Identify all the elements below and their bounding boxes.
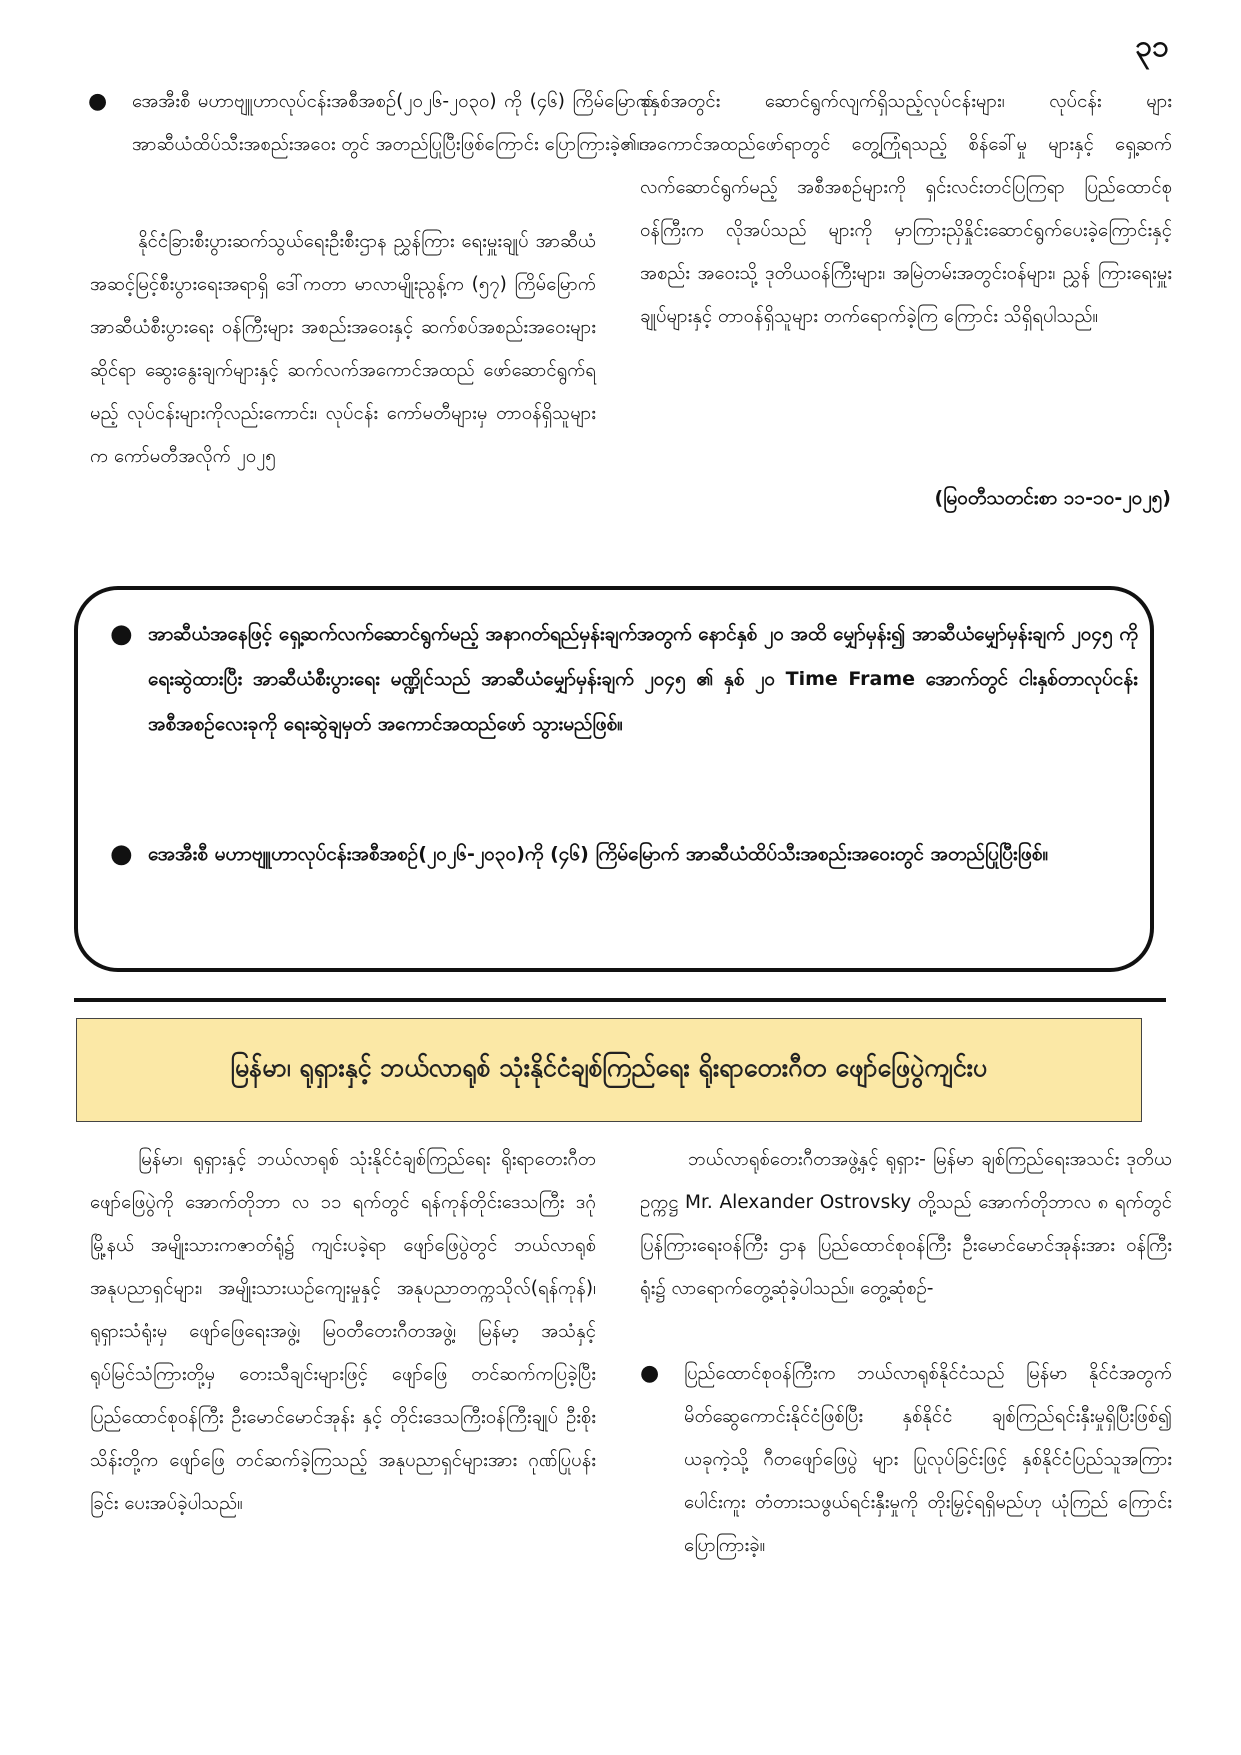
- top-left-bullet-text: အေအီးစီ မဟာဗျူဟာလုပ်ငန်းအစီအစဉ်(၂၀၂၆-၂၀၃၀) ကို (၄၆) ကြိမ်မြောက် အာဆီယံထိပ်သီးအစည်းအဝေး တွင် အတည်ပြုပြီးဖြစ်ကြောင်း ပြောကြားခဲ့၏။: [132, 91, 654, 155]
- highlight-box: [74, 586, 1154, 972]
- bullet-icon: ●: [110, 839, 133, 869]
- bottom-right-paragraph: ဘယ်လာရုစ်တေးဂီတအဖွဲ့နှင့် ရုရှား- မြန်မာ ချစ်ကြည်ရေးအသင်း ဒုတိယဥက္ကဋ္ဌ Mr. Alexander Ostrovsky တို့သည် အောက်တိုဘာလ ၈ ရက်တွင် ပြန်ကြားရေးဝန်ကြီး ဌာန ပြည်ထောင်စုဝန်ကြီး ဦးမောင်မောင်အုန်းအား ဝန်ကြီး ရုံး၌ လာရောက်တွေ့ဆုံခဲ့ပါသည်။ တွေ့ဆုံစဉ်-: [640, 1149, 1172, 1299]
- article-headline: မြန်မာ၊ ရုရှားနှင့် ဘယ်လာရုစ် သုံးနိုင်ငံချစ်ကြည်ရေး ရိုးရာတေးဂီတ ဖျော်ဖြေပွဲကျင်းပ: [230, 1052, 988, 1082]
- article-headline-box: [76, 1018, 1142, 1122]
- highlight-bullet-2-text: အေအီးစီ မဟာဗျူဟာလုပ်ငန်းအစီအစဉ်(၂၀၂၆-၂၀၃၀)ကို (၄၆) ကြိမ်မြောက် အာဆီယံထိပ်သီးအစည်းအဝေးတွင် အတည်ပြုပြီးဖြစ်။: [148, 843, 1049, 865]
- highlight-bullet-1: [88, 612, 1138, 747]
- bullet-icon: ●: [640, 1361, 660, 1386]
- page-number: ၃၁: [1135, 29, 1169, 64]
- bottom-right-bullet: [626, 1352, 1172, 1567]
- bullet-icon: ●: [110, 619, 133, 649]
- section-divider: [74, 998, 1166, 1002]
- bottom-right-bullet-text: ပြည်ထောင်စုဝန်ကြီးက ဘယ်လာရုစ်နိုင်ငံသည် မြန်မာ နိုင်ငံအတွက် မိတ်ဆွေကောင်းနိုင်ငံဖြစ်ပြီး နှစ်နိုင်ငံ ချစ်ကြည်ရင်းနှီးမှုရှိပြီးဖြစ်၍ ယခုကဲ့သို့ ဂီတဖျော်ဖြေပွဲ များ ပြုလုပ်ခြင်းဖြင့် နှစ်နိုင်ငံပြည်သူအကြား ပေါင်းကူး တံတားသဖွယ်ရင်းနှီးမှုကို တိုးမြှင့်ရရှိမည်ဟု ယုံကြည် ကြောင်း ပြောကြားခဲ့။: [684, 1363, 1172, 1556]
- news-source: (မြဝတီသတင်းစာ ၁၁-၁၀-၂၀၂၅): [934, 487, 1171, 509]
- top-right-paragraph: ခုနှစ်အတွင်း ဆောင်ရွက်လျက်ရှိသည့်လုပ်ငန်းများ၊ လုပ်ငန်း များ အကောင်အထည်ဖော်ရာတွင် တွေ့ကြုံရသည့် စိန်ခေါ်မှု များနှင့် ရှေ့ဆက်လက်ဆောင်ရွက်မည့် အစီအစဉ်များကို ရှင်းလင်းတင်ပြကြရာ ပြည်ထောင်စုဝန်ကြီးက လိုအပ်သည် များကို မှာကြားညှိနှိုင်းဆောင်ရွက်ပေးခဲ့ကြောင်းနှင့် အစည်း အဝေးသို့ ဒုတိယဝန်ကြီးများ၊ အမြဲတမ်းအတွင်းဝန်များ၊ ညွှန် ကြားရေးမှူးချုပ်များနှင့် တာဝန်ရှိသူများ တက်ရောက်ခဲ့ကြ ကြောင်း သိရှိရပါသည်။: [640, 91, 1172, 327]
- highlight-bullet-2: [88, 832, 1138, 877]
- top-left-bullet: [74, 80, 654, 166]
- highlight-bullet-1-text: အာဆီယံအနေဖြင့် ရှေ့ဆက်လက်ဆောင်ရွက်မည့် အနာဂတ်ရည်မှန်းချက်အတွက် နောင်နှစ် ၂၀ အထိ မျှော်မှန်း၍ အာဆီယံမျှော်မှန်းချက် ၂၀၄၅ ကို ရေးဆွဲထားပြီး အာဆီယံစီးပွားရေး မဏ္ဍိုင်သည် အာဆီယံမျှော်မှန်းချက် ၂၀၄၅ ၏ နှစ် ၂၀ Time Frame အောက်တွင် ငါးနှစ်တာလုပ်ငန်းအစီအစဉ်လေးခုကို ရေးဆွဲချမှတ် အကောင်အထည်ဖော် သွားမည်ဖြစ်။: [148, 623, 1138, 735]
- bottom-left-paragraph: မြန်မာ၊ ရုရှားနှင့် ဘယ်လာရုစ် သုံးနိုင်ငံချစ်ကြည်ရေး ရိုးရာတေးဂီတဖျော်ဖြေပွဲကို အောက်တိုဘာ လ ၁၁ ရက်တွင် ရန်ကုန်တိုင်းဒေသကြီး ဒဂုံမြို့နယ် အမျိုးသားကဇာတ်ရုံ၌ ကျင်းပခဲ့ရာ ဖျော်ဖြေပွဲတွင် ဘယ်လာရုစ် အနုပညာရှင်များ၊ အမျိုးသားယဉ်ကျေးမှုနှင့် အနုပညာတက္ကသိုလ်(ရန်ကုန်)၊ ရုရှားသံရုံးမှ ဖျော်ဖြေရေးအဖွဲ့၊ မြဝတီတေးဂီတအဖွဲ့၊ မြန်မာ့ အသံနှင့် ရုပ်မြင်သံကြားတို့မှ တေးသီချင်းများဖြင့် ဖျော်ဖြေ တင်ဆက်ကပြခဲ့ပြီး ပြည်ထောင်စုဝန်ကြီး ဦးမောင်မောင်အုန်း နှင့် တိုင်းဒေသကြီးဝန်ကြီးချုပ် ဦးစိုးသိန်းတို့က ဖျော်ဖြေ တင်ဆက်ခဲ့ကြသည့် အနုပညာရှင်များအား ဂုဏ်ပြုပန်းခြင်း ပေးအပ်ခဲ့ပါသည်။: [90, 1149, 596, 1514]
- top-left-paragraph: နိုင်ငံခြားစီးပွားဆက်သွယ်ရေးဦးစီးဌာန ညွှန်ကြား ရေးမှူးချုပ် အာဆီယံအဆင့်မြင့်စီးပွားရေးအရာရှိ ဒေါ်ကတာ မာလာမျိုးညွန့်က (၅၇) ကြိမ်မြောက် အာဆီယံစီးပွားရေး ဝန်ကြီးများ အစည်းအဝေးနှင့် ဆက်စပ်အစည်းအဝေးများ ဆိုင်ရာ ဆွေးနွေးချက်များနှင့် ဆက်လက်အကောင်အထည် ဖော်ဆောင်ရွက်ရမည့် လုပ်ငန်းများကိုလည်းကောင်း၊ လုပ်ငန်း ကော်မတီများမှ တာဝန်ရှိသူများက ကော်မတီအလိုက် ၂၀၂၅: [90, 231, 596, 467]
- bullet-icon: ●: [88, 89, 108, 114]
